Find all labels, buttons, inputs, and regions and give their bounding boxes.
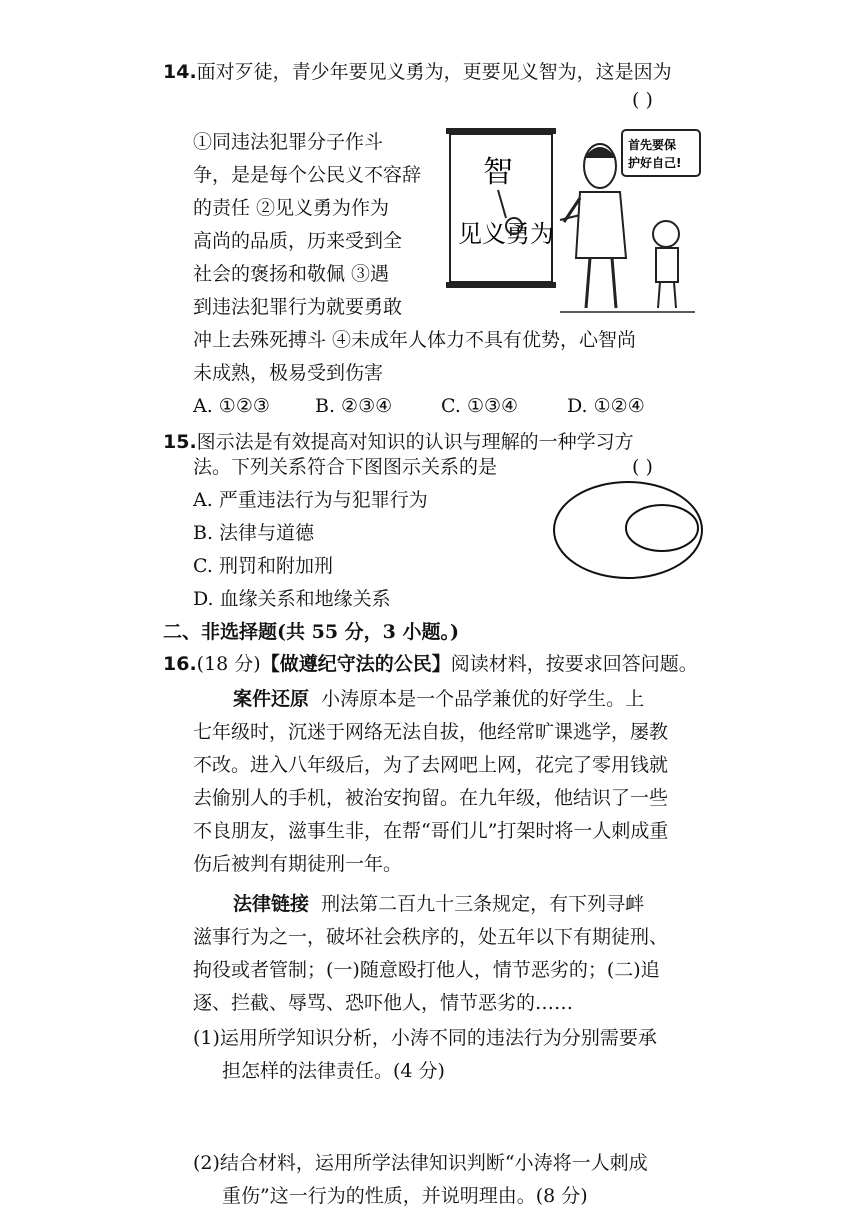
q14-line-8: 未成熟，极易受到伤害 [193, 362, 384, 384]
q15-answer-bracket: ( ) [632, 456, 653, 478]
q15-option-a: A. 严重违法行为与犯罪行为 [193, 489, 428, 511]
speech-text-line-2: 护好自己! [628, 156, 682, 170]
q16-instruction: 阅读材料，按要求回答问题。 [450, 653, 698, 675]
q16-case-label: 案件还原 [233, 688, 310, 710]
q16-header [163, 652, 698, 676]
q16-sub2-line-2: 重伤”这一行为的性质，并说明理由。(8 分) [222, 1185, 588, 1207]
q14-cartoon-illustration [440, 118, 710, 328]
q16-case-text-1: 小涛原本是一个品学兼优的好学生。上 [321, 688, 645, 710]
q14-line-2: 争，是是每个公民义不容辞 [193, 164, 422, 186]
boy-head [653, 221, 679, 247]
q16-law-line-4: 逐、拦截、辱骂、恐吓他人，情节恶劣的…… [193, 992, 574, 1014]
teacher-body [576, 192, 626, 258]
q15-venn-diagram [550, 478, 710, 584]
board-char: 智 [483, 155, 513, 190]
q14-line-3: 的责任 ②见义勇为作为 [193, 197, 390, 219]
q16-sub2-line-1: (2)结合材料，运用所学法律知识判断“小涛将一人刺成 [193, 1152, 648, 1174]
q16-sub1-line-2: 担怎样的法律责任。(4 分) [222, 1060, 445, 1082]
q14-option-b: B. ②③④ [315, 395, 393, 417]
q16-score: (18 分) [196, 653, 261, 675]
q16-sub1-line-1: (1)运用所学知识分析，小涛不同的违法行为分别需要承 [193, 1027, 657, 1049]
q15-option-d: D. 血缘关系和地缘关系 [193, 588, 391, 610]
q16-case-line-3: 不改。进入八年级后，为了去网吧上网，花完了零用钱就 [193, 754, 669, 776]
q14-line-4: 高尚的品质，历来受到全 [193, 230, 403, 252]
section-2-title: 二、非选择题(共 55 分，3 小题。) [163, 621, 459, 643]
teacher-leg-left [586, 258, 590, 308]
q14-line-1: ①同违法犯罪分子作斗 [193, 131, 384, 153]
boy-leg-right [674, 282, 676, 308]
boy-body [656, 248, 678, 282]
q14-option-a: A. ①②③ [193, 395, 270, 417]
q16-law-label: 法律链接 [233, 893, 310, 915]
q16-topic: 【做遵纪守法的公民】 [260, 653, 451, 675]
q16-law-line-1 [233, 892, 644, 916]
q16-law-line-2: 滋事行为之一，破坏社会秩序的，处五年以下有期徒刑、 [193, 926, 669, 948]
q15-option-b: B. 法律与道德 [193, 522, 315, 544]
venn-outer-ellipse [554, 482, 702, 578]
q14-answer-bracket: ( ) [632, 89, 653, 111]
q14-number: 14. [163, 61, 197, 83]
venn-inner-ellipse [626, 505, 698, 551]
q14-option-c: C. ①③④ [441, 395, 519, 417]
q16-case-line-1 [233, 687, 644, 711]
board-bottom-rail [446, 282, 556, 288]
q16-case-line-2: 七年级时，沉迷于网络无法自拔，他经常旷课逃学，屡教 [193, 721, 669, 743]
q14-stem: 面对歹徒，青少年要见义勇为，更要见义智为，这是因为 [196, 61, 672, 83]
q14-line-5: 社会的褒扬和敬佩 ③遇 [193, 263, 390, 285]
q16-case-line-6: 伤后被判有期徒刑一年。 [193, 853, 403, 875]
q15-option-c: C. 刑罚和附加刑 [193, 555, 333, 577]
q15-stem-line-2: 法。下列关系符合下图图示关系的是 [193, 456, 498, 478]
boy-leg-left [658, 282, 660, 308]
teacher-hair [584, 147, 616, 158]
q16-law-text-1: 刑法第二百九十三条规定，有下列寻衅 [321, 893, 645, 915]
q15-stem-1: 图示法是有效提高对知识的认识与理解的一种学习方 [196, 431, 634, 453]
q16-number: 16. [163, 653, 197, 675]
q14-line-7: 冲上去殊死搏斗 ④未成年人体力不具有优势，心智尚 [193, 329, 637, 351]
q15-number: 15. [163, 431, 197, 453]
q14-stem-line [163, 60, 672, 84]
q16-law-line-3: 拘役或者管制；(一)随意殴打他人，情节恶劣的；(二)追 [193, 959, 660, 981]
q14-option-d: D. ①②④ [567, 395, 645, 417]
board-text: 见义勇为 [458, 220, 554, 248]
teacher-leg-right [612, 258, 616, 308]
q15-stem-line-1 [163, 430, 634, 454]
q16-case-line-4: 去偷别人的手机，被治安拘留。在九年级，他结识了一些 [193, 787, 669, 809]
q16-case-line-5: 不良朋友，滋事生非，在帮“哥们儿”打架时将一人刺成重 [193, 820, 669, 842]
speech-text-line-1: 首先要保 [628, 138, 677, 152]
q14-line-6: 到违法犯罪行为就要勇敢 [193, 296, 403, 318]
